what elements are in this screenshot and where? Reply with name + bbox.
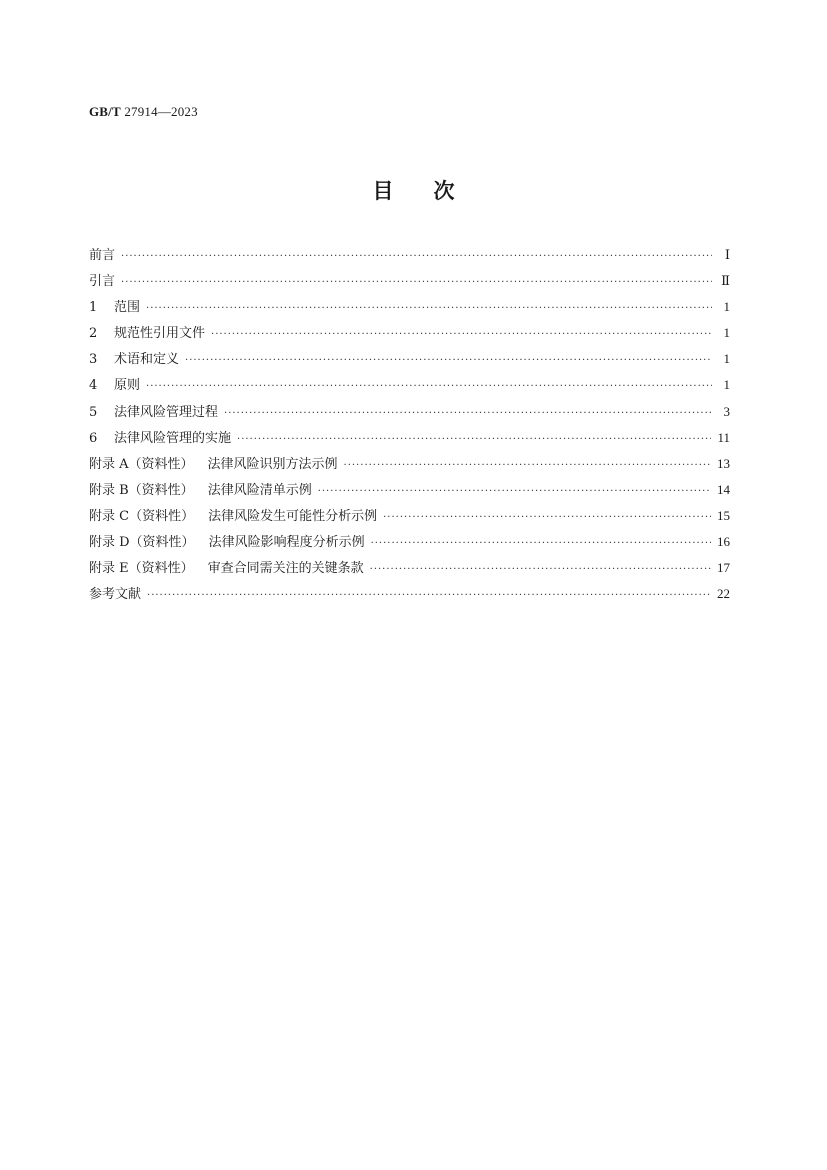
toc-entry-page: 1	[723, 325, 730, 341]
annex-tag: 附录 D（资料性）	[89, 535, 195, 551]
toc-entry-scope[interactable]	[89, 296, 730, 322]
toc-entry-label: 术语和定义	[114, 352, 180, 368]
toc-entry-label: 参考文献	[89, 587, 142, 603]
dot-leader	[370, 564, 711, 575]
toc-entry-label: 范围	[114, 300, 141, 316]
dot-leader	[371, 538, 711, 549]
toc-entry-introduction[interactable]	[89, 270, 730, 296]
toc-entry-number: 1	[89, 300, 98, 316]
table-of-contents	[89, 244, 730, 609]
toc-entry-number: 5	[89, 404, 98, 420]
toc-entry-number: 3	[89, 352, 98, 368]
toc-entry-number: 6	[89, 430, 98, 446]
dot-leader	[121, 277, 712, 288]
toc-entry-page: 13	[717, 455, 730, 471]
dot-leader	[121, 251, 712, 262]
toc-entry-foreword[interactable]	[89, 244, 730, 270]
standard-number: 27914—2023	[124, 104, 198, 119]
toc-entry-terms-definitions[interactable]	[89, 348, 730, 374]
toc-entry-page: 3	[723, 403, 730, 419]
toc-entry-number: 2	[89, 326, 98, 342]
toc-entry-annex-a[interactable]	[89, 453, 730, 479]
toc-entry-page: 16	[717, 534, 730, 550]
toc-entry-label: 前言	[89, 248, 116, 263]
toc-entry-label: 法律风险管理过程	[114, 404, 219, 420]
dot-leader	[185, 355, 712, 366]
toc-entry-implementation[interactable]	[89, 427, 730, 453]
dot-leader	[146, 381, 712, 392]
toc-entry-label: 引言	[89, 274, 116, 290]
toc-entry-label: 规范性引用文件	[114, 326, 206, 342]
dot-leader	[344, 460, 711, 471]
annex-tag: 附录 C（资料性）	[89, 508, 195, 524]
toc-entry-annex-b[interactable]	[89, 479, 730, 505]
dot-leader	[147, 590, 711, 601]
dot-leader	[224, 408, 712, 419]
toc-entry-principles[interactable]	[89, 374, 730, 400]
dot-leader	[318, 486, 711, 497]
dot-leader	[383, 512, 711, 523]
toc-entry-page: Ⅰ	[724, 247, 730, 262]
toc-entry-page: 1	[723, 351, 730, 367]
annex-title: 法律风险清单示例	[207, 482, 312, 498]
toc-entry-annex-e[interactable]	[89, 557, 730, 583]
standard-prefix: GB/T	[89, 104, 121, 119]
toc-entry-number: 4	[89, 378, 98, 394]
annex-title: 法律风险识别方法示例	[207, 456, 338, 472]
toc-entry-bibliography[interactable]	[89, 583, 730, 609]
annex-tag: 附录 A（资料性）	[89, 456, 194, 472]
dot-leader	[211, 329, 712, 340]
toc-entry-page: 17	[717, 560, 730, 576]
toc-entry-annex-d[interactable]	[89, 531, 730, 557]
annex-tag: 附录 B（资料性）	[89, 482, 194, 498]
standard-code	[89, 104, 198, 120]
toc-entry-label: 法律风险管理的实施	[114, 430, 232, 446]
toc-entry-page: 1	[723, 299, 730, 315]
toc-entry-page: 1	[723, 377, 730, 393]
annex-tag: 附录 E（资料性）	[89, 561, 194, 577]
toc-entry-page: Ⅱ	[721, 273, 730, 289]
toc-entry-label: 原则	[114, 378, 141, 394]
annex-title: 审查合同需关注的关键条款	[207, 561, 364, 577]
toc-entry-process[interactable]	[89, 401, 730, 427]
dot-leader	[146, 303, 712, 314]
toc-entry-page: 11	[717, 429, 730, 445]
toc-entry-annex-c[interactable]	[89, 505, 730, 531]
toc-entry-page: 22	[717, 586, 730, 602]
toc-entry-normative-references[interactable]	[89, 322, 730, 348]
annex-title: 法律风险发生可能性分析示例	[208, 508, 378, 524]
toc-entry-page: 14	[717, 481, 730, 497]
dot-leader	[237, 434, 711, 445]
annex-title: 法律风险影响程度分析示例	[208, 535, 365, 551]
toc-title: 目次	[372, 179, 495, 203]
toc-entry-page: 15	[717, 507, 730, 523]
